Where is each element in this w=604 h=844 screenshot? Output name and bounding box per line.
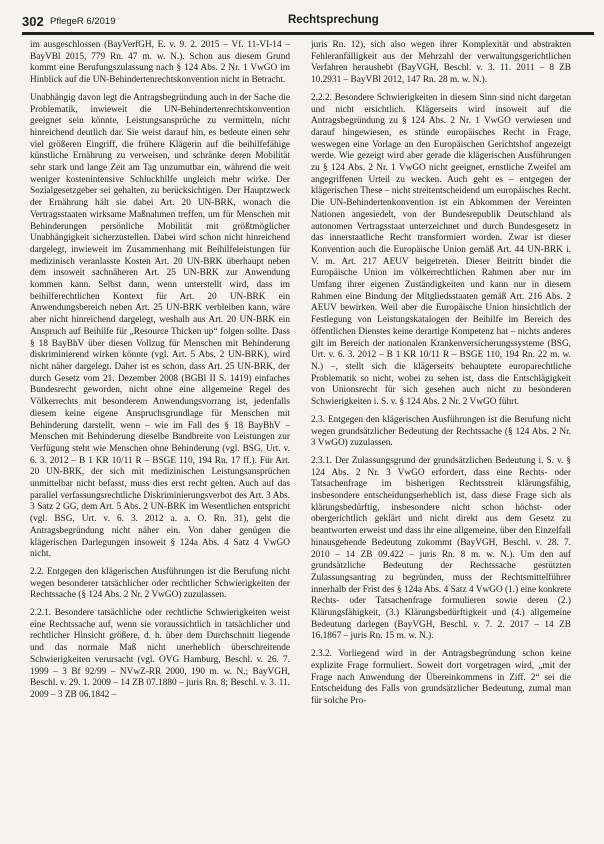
left-paragraph-2: Unabhängig davon legt die Antragsbegründung auch in der Sache die Problematik, inwieweit die UN-Behindertenrechtskonvention geeignet sein könnte, Leistungsansprüche zu vermitteln, nicht hinreichend deutlich dar. Sie weist darauf hin, es bedeute einen sehr viel größeren Eingriff, die frühere Klägerin auf die beihilfefähige künstliche Ernährung zu verweisen, und schränke deren Mobilität sehr stark und lange Zeit am Tag unzumutbar ein, während die weit weniger kostenintensive Schluckhilfe ungleich mehr wirke. Der Sozialgesetzgeber sei gehalten, zu berücksichtigen. Der Hauptzweck der Ernährung hält sie dabei Art. 20 UN-BRK, wonach die Vertragsstaaten wirksame Maßnahmen treffen, um für Menschen mit Behinderungen persönliche Mobilität mit größtmöglicher Unabhängigkeit sicherzustellen. Dabei wird schon nicht hinreichend dargelegt, inwieweit im Zusammenhang mit Beihilfeleistungen für medizinisch veranlasste Kosten Art. 20 UN-BRK überhaupt neben dem insoweit sachnäheren Art. 25 UN-BRK zur Anwendung kommen kann. Selbst dann, wenn unterstellt wird, dass im beihilferechtlichen Kontext für Art. 20 UN-BRK ein Anwendungsbereich neben Art. 25 UN-BRK verbleiben kann, wäre aber nicht hinreichend dargelegt, weshalb aus Art. 20 UN-BRK ein Anspruch auf Beihilfe für „Resource Thicken up“ folgen sollte. Dass § 18 BayBhV über diesen Vollzug für Menschen mit Behinderung diskriminierend wirken könnte (vgl. Art. 5 Abs. 2 UN-BRK), wird nicht näher dargelegt. Daher ist es schon, dass Art. 25 UN-BRK, der durch Gesetz vom 21. Dezember 2008 (BGBl II S. 1419) einfaches Bundesrecht geworden, nicht ohne eine allgemeine Regel des Völkerrechts mit besonderem Anwendungsvorrang ist, jedenfalls diesem keine eigene Anspruchsgrundlage für Menschen mit Behinderung darstellt, wenn – wie im Fall des § 18 BayBhV – Menschen mit Behinderung dieselbe Bandbreite von Leistungen zur Verfügung steht wie Menschen ohne Behinderung (vgl. BSG, Urt. v. 6. 3. 2012 – B 1 KR 10/11 R – BSGE 110, 194 Rn. 17 ff.). Für Art. 20 UN-BRK, der sich mit medizinischen Leistungsansprüchen unmittelbar nicht befasst, muss dies erst recht gelten. Auch auf das parallel verfassungsrechtliche Diskriminierungsverbot des Art. 3 Abs. 3 Satz 2 GG, dem Art. 5 Abs. 2 UN-BRK im Wesentlichen entspricht (vgl. BSG, Urt. v. 6. 3. 2012 a. a. O. Rn. 31), geht die Antragsbegründung nicht näher ein. Von daher genügen die klägerischen Darlegungen insoweit § 124a Abs. 4 Satz 4 VwGO nicht. <box>30 92 290 560</box>
right-paragraph-2: 2.2.2. Besondere Schwierigkeiten in diesem Sinn sind nicht dargetan und nicht ersichtlich. Klägerseits wird insoweit auf die Antragsbegründung zu § 124 Abs. 2 Nr. 1 VwGO verwiesen und darauf hingewiesen, es stünde europäisches Recht in Frage, weswegen eine Vorlage an den Europäischen Gerichtshof angezeigt werde. Wie gezeigt wird aber gerade die klägerischen Ausführungen zu § 124 Abs. 2 Nr. 1 VwGO nicht geeignet, ernstliche Zweifel am angegriffenen Urteil zu wecken. Auch geht es – entgegen der klägerischen These – nicht streitentscheidend um europäisches Recht. Die UN-Behindertenkonvention ist ein Abkommen der Vereinten Nationen angesiedelt, von der Bundesrepublik Deutschland als autonomen Vertragsstaat unterzeichnet und durch Bundesgesetz in das innerstaatliche Recht transformiert worden. Zwar ist dieser Konvention auch die Europäische Union gemäß Art. 44 UN-BRK i. V. m. Art. 217 AEUV beigetreten. Dieser Beitritt bindet die Europäische Union im völkerrechtlichen Rahmen aber nur im Umfang ihrer eigenen Zuständigkeiten und kann nur in diesem Rahmen eine Bindung der Mitgliedsstaaten gemäß Art. 216 Abs. 2 AEUV bewirken. Weil aber die Europäische Union hinsichtlich der Festlegung von Leistungskatalogen der Beihilfe im Bereich des öffentlichen Dienstes keine derartige Kompetenz hat – nichts anderes gilt im Bereich der nationalen Krankenversicherungssysteme (BSG, Urt. v. 6. 3. 2012 – B 1 KR 10/11 R – BSGE 110, 194 Rn. 22 m. w. N.) –, stellt sich die klägerseits behauptete europarechtliche Problematik so nicht, wobei zu sehen ist, dass die Entschlägigkeit von Unionsrecht für sich gesehen auch nicht zu besonderen Schwierigkeiten i. S. v. § 124 Abs. 2 Nr. 2 VwGO führt. <box>311 92 571 408</box>
right-paragraph-5: 2.3.2. Vorliegend wird in der Antragsbegründung schon keine explizite Frage formuliert. Soweit dort vorgetragen wird, „mit der Frage nach Anwendung der Übereinkommens in Ziff. 2“ sei die Entscheidung des Falls von grundsätzlicher Bedeutung, zumal man für solche Pro- <box>311 649 571 706</box>
left-column <box>30 40 290 836</box>
right-paragraph-3: 2.3. Entgegen den klägerischen Ausführungen ist die Berufung nicht wegen grundsätzlicher Bedeutung der Rechtssache (§ 124 Abs. 2 Nr. 3 VwGO) zuzulassen. <box>311 414 571 449</box>
right-column <box>311 40 571 836</box>
section-title: Rechtsprechung <box>288 14 379 26</box>
page-header <box>22 10 592 32</box>
journal-reference: PflegeR 6/2019 <box>50 16 116 27</box>
left-paragraph-1: im ausgeschlossen (BayVerfGH, E. v. 9. 2. 2015 – Vf. 11-VI-14 – BayVBl 2015, 779 Rn. 47 m. w. N.). Schon aus diesem Grund kommt eine Berufungszulassung nach § 124 Abs. 2 Nr. 1 VwGO im Hinblick auf die UN-Behindertenrechtskonvention nicht in Betracht. <box>30 40 290 86</box>
right-paragraph-4: 2.3.1. Der Zulassungsgrund der grundsätzlichen Bedeutung i. S. v. § 124 Abs. 2 Nr. 3 VwGO erfordert, dass eine Rechts- oder Tatsachenfrage im bisherigen Rechtsstreit klärungsfähig, insbesondere entscheidungserheblich ist, dass diese Frage sich als klärungsbedürftig, insbesondere nicht schon höchst- oder obergerichtlich geklärt und nicht direkt aus dem Gesetz zu beantworten erweist und dass ihr eine allgemeine, über den Einzelfall hinausgehende Bedeutung zukommt (BayVGH, Beschl. v. 28. 7. 2010 – 14 ZB 09.422 – juris Rn. 8 m. w. N.). Um den auf grundsätzliche Bedeutung der Rechtssache gestützten Zulassungsantrag zu begründen, muss der Rechtsmittelführer innerhalb der Frist des § 124a Abs. 4 Satz 4 VwGO (1.) eine konkrete Rechts- oder Tatsachenfrage formulieren sowie deren (2.) Klärungsfähigkeit, (3.) Klärungsbedürftigkeit und (4.) allgemeine Bedeutung darlegen (BayVGH, Beschl. v. 7. 2. 2017 – 14 ZB 16.1867 – juris Rn. 15 m. w. N.). <box>311 455 571 642</box>
header-rule <box>22 32 594 35</box>
left-paragraph-4: 2.2.1. Besondere tatsächliche oder rechtliche Schwierigkeiten weist eine Rechtssache auf, wenn sie voraussichtlich in tatsächlicher und rechtlicher Hinsicht größere, d. h. über dem Durchschnitt liegende und das normale Maß nicht unerheblich überschreitende Schwierigkeiten verursacht (vgl. OVG Hamburg, Beschl. v. 26. 7. 1999 – 3 Bf 92/99 – NVwZ-RR 2000, 190 m. w. N.; BayVGH, Beschl. v. 29. 1. 2009 – 14 ZB 07.1880 – juris Rn. 8; Beschl. v. 3. 11. 2009 – 3 ZB 06.1842 – <box>30 608 290 700</box>
left-paragraph-3: 2.2. Entgegen den klägerischen Ausführungen ist die Berufung nicht wegen besonderer tatsächlicher oder rechtlicher Schwierigkeiten der Rechtssache (§ 124 Abs. 2 Nr. 2 VwGO) zuzulassen. <box>30 566 290 601</box>
right-paragraph-1: juris Rn. 12), sich also wegen ihrer Komplexität und abstrakten Fehleranfälligkeit aus der Mehrzahl der verwaltungsgerichtlichen Verfahren heraushebt (BayVGH, Beschl. v. 3. 11. 2011 – 8 ZB 10.2931 – BayVBl 2012, 147 Rn. 28 m. w. N.). <box>311 40 571 86</box>
page-number: 302 <box>22 14 44 29</box>
